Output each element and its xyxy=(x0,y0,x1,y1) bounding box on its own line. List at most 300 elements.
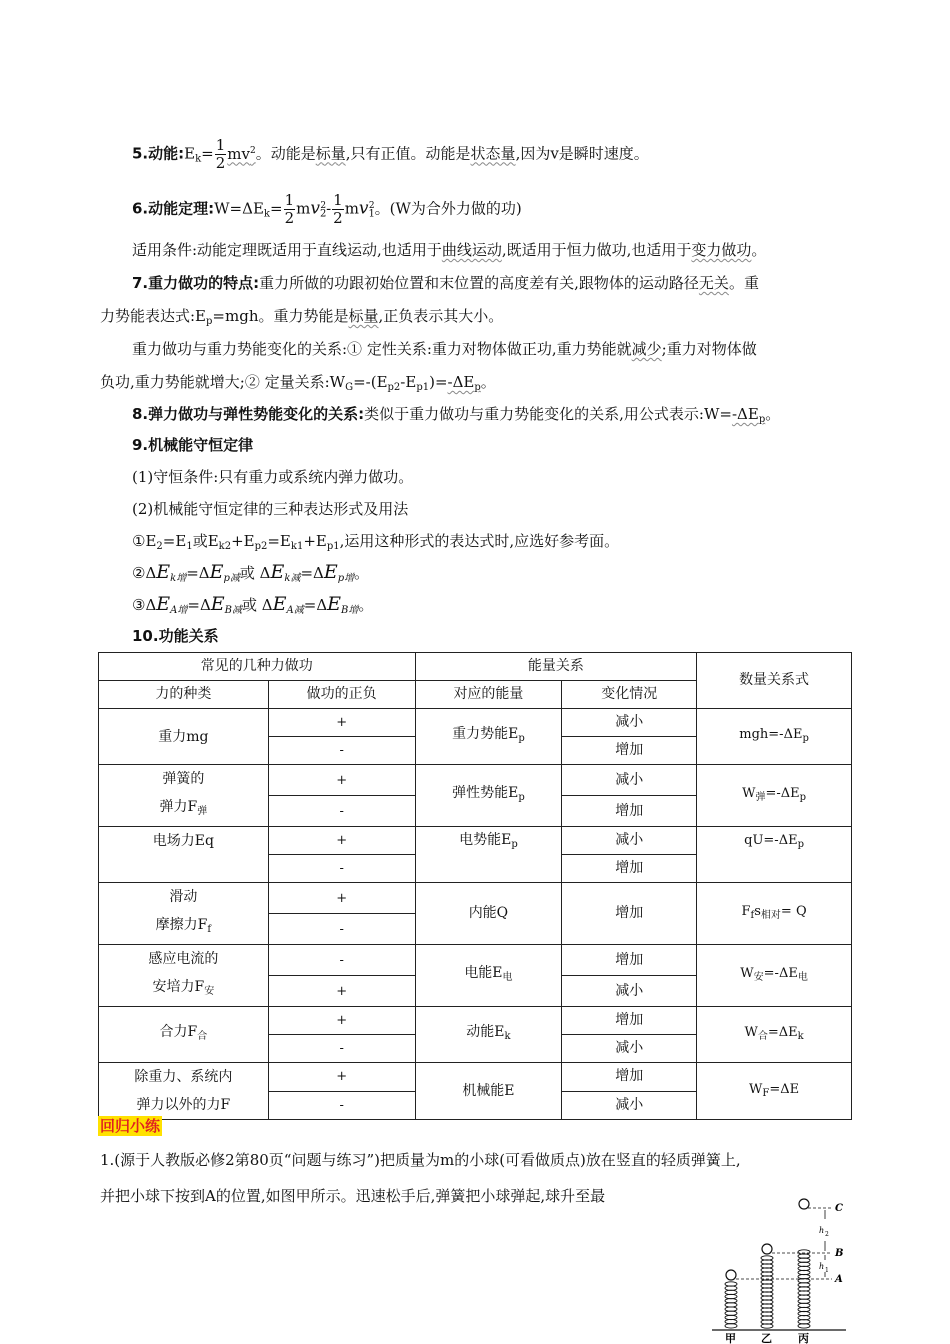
formula-text xyxy=(448,373,481,391)
subscript: 合 xyxy=(757,1031,768,1042)
numerator: 1 xyxy=(215,136,226,154)
force-cell xyxy=(99,709,269,765)
change: 减小 xyxy=(615,771,644,788)
sign-cell xyxy=(268,1091,415,1120)
force-line xyxy=(99,793,268,826)
denominator: 2 xyxy=(333,209,343,227)
table-row xyxy=(99,709,852,737)
text: =-(E xyxy=(353,373,388,391)
force-line xyxy=(99,765,268,793)
text: 重力所做的功跟初始位置和末位置的高度差有关,跟物体的运动路径 xyxy=(259,274,699,292)
force-name: 弹力以外的力F xyxy=(136,1097,231,1113)
item-number: 9. xyxy=(132,436,149,454)
relation: s xyxy=(754,904,761,919)
height-label-h2-sub: 2 xyxy=(825,1231,829,1238)
text: ,因为v是瞬时速度。 xyxy=(515,144,649,163)
text: 动能是 xyxy=(270,144,316,163)
text: =mgh。重力势能是 xyxy=(212,307,349,325)
sign: - xyxy=(339,861,344,876)
relation: =-ΔE xyxy=(763,966,798,981)
sign-cell xyxy=(268,737,415,765)
relation: mgh=-ΔE xyxy=(739,727,803,742)
formula-text: m xyxy=(344,199,359,218)
force-line xyxy=(99,883,268,911)
energy-cell xyxy=(415,827,562,883)
item-number: 8. xyxy=(132,405,149,423)
text: 或 Δ xyxy=(242,596,273,614)
height-label-h2: h xyxy=(819,1226,825,1235)
subscript: k增 xyxy=(170,573,187,584)
text: =E xyxy=(162,532,187,550)
change: 减小 xyxy=(615,1040,644,1056)
text: 重力做功与重力势能变化的关系:① 定性关系:重力对物体做正功,重力势能就 xyxy=(132,340,632,358)
force-cell xyxy=(99,883,269,945)
sign-cell xyxy=(268,883,415,914)
sign-cell xyxy=(268,709,415,737)
change: 增加 xyxy=(615,1012,644,1028)
change: 减小 xyxy=(615,832,644,848)
superscript: 2 xyxy=(249,145,256,156)
variable: v xyxy=(310,198,320,219)
point-label-c: C xyxy=(835,1203,843,1214)
sign: - xyxy=(339,952,344,968)
change-cell xyxy=(562,976,697,1007)
relation: = Q xyxy=(780,904,807,919)
force-name: 摩擦力F xyxy=(155,917,208,933)
formula-form-2 xyxy=(132,562,369,589)
subscript: 弹 xyxy=(197,806,208,817)
figure-label-jia: 甲 xyxy=(725,1332,736,1344)
subscript: k减 xyxy=(284,573,301,584)
subscript: p增 xyxy=(337,573,355,584)
text: 或 Δ xyxy=(239,564,271,582)
subscript: p xyxy=(799,792,807,803)
variable: E xyxy=(272,593,287,615)
text: 或E xyxy=(192,532,219,550)
text: ③Δ xyxy=(132,596,157,614)
sign: + xyxy=(336,1069,348,1085)
sign-cell xyxy=(268,945,415,976)
subscript: A增 xyxy=(170,605,188,616)
item-number: 7. xyxy=(132,274,149,292)
energy-cell xyxy=(415,883,562,945)
formula-text: m xyxy=(296,199,311,218)
paragraph-elastic-work xyxy=(132,404,780,430)
height-label-h1-sub: 1 xyxy=(825,1267,829,1274)
variable: E xyxy=(270,561,285,583)
text: ,既适用于恒力做功,也适用于 xyxy=(501,241,692,259)
subscript: k1 xyxy=(290,541,304,552)
table-row xyxy=(99,883,852,914)
change: 增加 xyxy=(615,905,644,921)
subscript: k2 xyxy=(218,541,232,552)
key-term: 标量 xyxy=(348,307,379,325)
force-name: 合力F xyxy=(159,1024,198,1040)
relation-cell xyxy=(697,1063,852,1120)
force-line xyxy=(99,945,268,973)
paragraph-gravity-pe-relation-line2 xyxy=(100,372,496,398)
dashed-levels xyxy=(736,1208,832,1279)
energy-cell xyxy=(415,765,562,827)
relation-cell xyxy=(697,945,852,1007)
table-header: 数量关系式 xyxy=(697,653,852,709)
variable: E xyxy=(156,593,171,615)
spring-2 xyxy=(761,1256,773,1328)
relation: W xyxy=(744,1025,758,1040)
sign-cell xyxy=(268,914,415,945)
relation: W xyxy=(740,966,754,981)
paragraph-gravity-work-line2 xyxy=(100,306,503,332)
heading: 机械能守恒定律 xyxy=(148,436,254,454)
relation-cell xyxy=(697,709,852,765)
figure-label-bing: 丙 xyxy=(798,1332,809,1344)
subscript: k xyxy=(504,1031,511,1042)
paragraph-gravity-work xyxy=(132,273,759,293)
spring-3 xyxy=(798,1250,810,1328)
relation: =ΔE xyxy=(767,1025,798,1040)
punct: 。 xyxy=(480,373,496,391)
change-cell xyxy=(562,1063,697,1092)
subscript: f xyxy=(207,924,212,935)
item-number: 6. xyxy=(132,199,149,218)
denominator: 2 xyxy=(215,154,226,172)
relation: W xyxy=(742,786,756,801)
change: 增加 xyxy=(615,1068,644,1085)
sign: + xyxy=(336,1013,348,1028)
text: ①E xyxy=(132,532,157,550)
table-row xyxy=(99,765,852,796)
force-line xyxy=(99,1091,268,1119)
variable: E xyxy=(323,561,338,583)
table-header: 变化情况 xyxy=(562,681,697,709)
energy-name: 电势能E xyxy=(459,832,512,848)
force-name: 重力mg xyxy=(158,728,209,745)
subscript: 相对 xyxy=(760,910,781,921)
change-cell xyxy=(562,827,697,855)
table-row xyxy=(99,945,852,976)
force-line xyxy=(99,911,268,944)
subscript: B增 xyxy=(341,605,359,616)
force-name: 弹簧的 xyxy=(162,771,205,787)
text: -E xyxy=(400,373,417,391)
force-name: 电场力Eq xyxy=(152,833,214,849)
springs xyxy=(725,1250,810,1328)
energy-cell xyxy=(415,1007,562,1063)
text: 。 xyxy=(354,564,370,582)
subscript: p减 xyxy=(223,573,240,584)
text: ,正负表示其大小。 xyxy=(378,307,504,325)
force-name: 弹力F xyxy=(159,799,198,815)
question-1-line-2: 并把小球下按到A的位置,如图甲所示。迅速松手后,弹簧把小球弹起,球升至最 xyxy=(100,1187,606,1205)
ball-yi xyxy=(762,1244,772,1254)
item-number: 10. xyxy=(132,627,159,645)
force-cell xyxy=(99,1063,269,1120)
sign-cell xyxy=(268,1063,415,1092)
change-cell xyxy=(562,796,697,827)
change: 减小 xyxy=(615,1096,644,1113)
subscript: 1 xyxy=(186,541,193,552)
paragraph-work-energy-theorem xyxy=(132,192,522,227)
sign: - xyxy=(339,743,344,758)
relation-cell xyxy=(697,765,852,827)
energy-name: 弹性势能E xyxy=(452,785,519,801)
subscript: A减 xyxy=(286,605,304,616)
fraction xyxy=(332,192,344,227)
text: 。 xyxy=(751,241,767,259)
point-label-b: B xyxy=(835,1248,844,1259)
formula-text: = xyxy=(269,199,283,218)
variable: E xyxy=(210,593,225,615)
subscript: 电 xyxy=(502,972,513,983)
heading: 弹力做功与弹性势能变化的关系: xyxy=(148,405,365,423)
force-name: 感应电流的 xyxy=(148,951,219,967)
text: 。 xyxy=(358,596,374,614)
energy-name: 内能Q xyxy=(468,905,509,921)
text: 力势能表达式:E xyxy=(100,307,207,325)
subscript: B减 xyxy=(224,605,243,616)
sign: - xyxy=(339,1097,344,1113)
subscript: 弹 xyxy=(755,792,766,803)
sign-cell xyxy=(268,1035,415,1063)
work-energy-table xyxy=(98,652,852,1120)
subscript: k xyxy=(263,208,270,220)
conservation-forms: (2)机械能守恒定律的三种表达形式及用法 xyxy=(132,500,409,518)
change-cell xyxy=(562,765,697,796)
force-line xyxy=(99,1063,268,1091)
text: =E xyxy=(267,532,291,550)
change-cell xyxy=(562,1091,697,1120)
formula-text: -ΔE xyxy=(447,373,475,391)
subscript: 安 xyxy=(753,972,764,983)
paragraph-applicability xyxy=(132,240,766,260)
superscript: 2 xyxy=(320,200,327,211)
formula-text: E xyxy=(184,144,196,163)
formula-text xyxy=(227,145,255,163)
subscript: p xyxy=(511,839,518,850)
table-row xyxy=(99,1007,852,1035)
text: 负功,重力势能就增大;② 定量关系:W xyxy=(100,373,346,391)
subscript: 合 xyxy=(197,1031,208,1042)
text: ②Δ xyxy=(132,564,157,582)
key-term: 减少 xyxy=(631,340,662,358)
change: 增加 xyxy=(615,742,644,758)
spring-figure xyxy=(704,1186,854,1344)
text: 。(W为合外力做的功) xyxy=(374,199,522,218)
formula-text: - xyxy=(326,199,332,218)
practice-section-tag: 回归小练 xyxy=(100,1117,161,1135)
key-term: 变力做功 xyxy=(691,241,752,259)
energy-name: 机械能E xyxy=(462,1082,515,1099)
sign: + xyxy=(336,715,348,730)
text: =Δ xyxy=(303,596,328,614)
sign: + xyxy=(336,833,348,848)
subscript: k xyxy=(797,1031,804,1042)
numerator: 1 xyxy=(333,191,343,209)
change-cell xyxy=(562,737,697,765)
force-cell xyxy=(99,765,269,827)
relation-cell xyxy=(697,827,852,883)
text: =Δ xyxy=(300,564,324,582)
energy-name: 重力势能E xyxy=(452,726,519,742)
variable: E xyxy=(327,593,342,615)
heading: 动能: xyxy=(148,144,185,163)
subscript: p xyxy=(474,382,481,393)
subscript: f xyxy=(750,910,755,921)
sign-cell xyxy=(268,976,415,1007)
table-body xyxy=(99,709,852,1120)
sign: - xyxy=(339,1041,344,1056)
sign-cell xyxy=(268,1007,415,1035)
table-header: 力的种类 xyxy=(99,681,269,709)
force-name: 滑动 xyxy=(169,889,198,905)
table-header: 对应的能量 xyxy=(415,681,562,709)
change-cell xyxy=(562,945,697,976)
formula-text xyxy=(732,405,765,423)
table-header-row xyxy=(99,653,852,681)
table-header: 能量关系 xyxy=(415,653,697,681)
heading-work-energy xyxy=(132,626,219,646)
energy-name: 电能E xyxy=(464,965,503,981)
key-term: 曲线运动 xyxy=(441,241,502,259)
table-header: 做功的正负 xyxy=(268,681,415,709)
text: ;重力对物体做 xyxy=(661,340,757,358)
table-row xyxy=(99,827,852,855)
change: 减小 xyxy=(615,714,644,730)
formula-text: = xyxy=(201,144,214,163)
force-name: 安培力F xyxy=(152,979,205,995)
subscript: F xyxy=(762,1087,770,1099)
sign-cell xyxy=(268,796,415,827)
denominator: 2 xyxy=(284,209,295,227)
subscript: 安 xyxy=(204,986,215,997)
force-line xyxy=(99,973,268,1006)
key-term: 状态量 xyxy=(470,144,516,163)
key-term: 无关 xyxy=(698,274,729,292)
change-cell xyxy=(562,1007,697,1035)
energy-cell xyxy=(415,709,562,765)
superscript: 2 xyxy=(368,200,375,211)
formula-form-3 xyxy=(132,594,373,621)
variable: E xyxy=(209,561,224,583)
change-cell xyxy=(562,709,697,737)
variable: v xyxy=(358,198,369,219)
subscript: p1 xyxy=(326,541,340,552)
formula-text: mv xyxy=(227,144,250,163)
heading: 功能关系 xyxy=(158,627,219,645)
change-cell xyxy=(562,1035,697,1063)
relation-cell xyxy=(697,1007,852,1063)
subscript: p xyxy=(518,733,525,744)
force-cell xyxy=(99,945,269,1007)
subscript: 1 xyxy=(368,208,375,220)
relation: W xyxy=(749,1081,763,1097)
figure-label-yi: 乙 xyxy=(761,1332,772,1344)
text: ,运用这种形式的表达式时,应选好参考面。 xyxy=(339,532,620,550)
subscript: k xyxy=(195,153,202,165)
conservation-condition: (1)守恒条件:只有重力或系统内弹力做功。 xyxy=(132,468,414,486)
sign-cell xyxy=(268,827,415,855)
formula-form-1 xyxy=(132,531,619,557)
subscript: G xyxy=(345,382,354,393)
key-term: 标量 xyxy=(315,144,346,163)
item-number: 5. xyxy=(132,144,149,163)
relation: F xyxy=(741,904,751,919)
change: 增加 xyxy=(615,802,644,819)
fraction xyxy=(215,137,227,172)
ball-bing xyxy=(799,1199,809,1209)
sign: + xyxy=(336,772,348,788)
paragraph-kinetic-energy xyxy=(132,137,649,177)
text: +E xyxy=(231,532,255,550)
energy-name: 动能E xyxy=(466,1024,505,1040)
heading-conservation xyxy=(132,435,253,455)
text: 。重 xyxy=(728,274,759,292)
paragraph-gravity-pe-relation xyxy=(132,339,757,359)
subscript: p xyxy=(518,792,525,803)
question-1-line-1: 1.(源于人教版必修2第80页“问题与练习”)把质量为m的小球(可看做质点)放在竖直的轻质弹簧上, xyxy=(100,1151,741,1169)
subscript: 电 xyxy=(797,972,808,983)
force-name: 除重力、系统内 xyxy=(134,1069,233,1085)
text: )= xyxy=(429,373,448,391)
sign: - xyxy=(339,803,344,819)
text: =Δ xyxy=(187,596,211,614)
subscript: p2 xyxy=(387,382,401,393)
sign-cell xyxy=(268,765,415,796)
relation: =ΔE xyxy=(769,1081,800,1097)
change: 增加 xyxy=(615,860,644,876)
subscript: p xyxy=(206,316,213,327)
change: 增加 xyxy=(615,951,644,968)
force-cell xyxy=(99,1007,269,1063)
sign: - xyxy=(339,921,344,937)
text: =Δ xyxy=(186,564,210,582)
height-label-h1: h xyxy=(819,1262,825,1271)
text: ,只有正值。动能是 xyxy=(345,144,471,163)
sign: + xyxy=(336,983,348,999)
fraction xyxy=(284,192,296,227)
heading: 重力做功的特点: xyxy=(148,274,260,292)
change-cell xyxy=(562,855,697,883)
ball-jia xyxy=(726,1270,736,1280)
punct: 。 xyxy=(255,144,271,163)
relation-cell xyxy=(697,883,852,945)
subscript: p xyxy=(758,414,766,425)
relation: =-ΔE xyxy=(765,786,800,801)
subscript: p xyxy=(802,733,809,744)
heading: 动能定理: xyxy=(148,199,215,218)
table-header: 常见的几种力做功 xyxy=(99,653,416,681)
subscript: p1 xyxy=(416,382,430,393)
numerator: 1 xyxy=(284,191,295,209)
point-label-a: A xyxy=(835,1274,843,1285)
subscript: p xyxy=(797,839,804,850)
spring-1 xyxy=(725,1282,737,1328)
energy-cell xyxy=(415,1063,562,1120)
subscript: 2 xyxy=(156,541,163,552)
relation: qU=-ΔE xyxy=(744,833,798,848)
formula-text: -ΔE xyxy=(731,405,759,423)
table-row xyxy=(99,1063,852,1092)
subscript: 2 xyxy=(319,208,327,220)
sign: + xyxy=(336,890,348,906)
force-cell xyxy=(99,827,269,883)
text: +E xyxy=(303,532,327,550)
change-cell xyxy=(562,883,697,945)
text: 适用条件:动能定理既适用于直线运动,也适用于 xyxy=(132,241,442,259)
sign-cell xyxy=(268,855,415,883)
punct: 。 xyxy=(765,405,781,423)
variable: E xyxy=(156,561,171,583)
